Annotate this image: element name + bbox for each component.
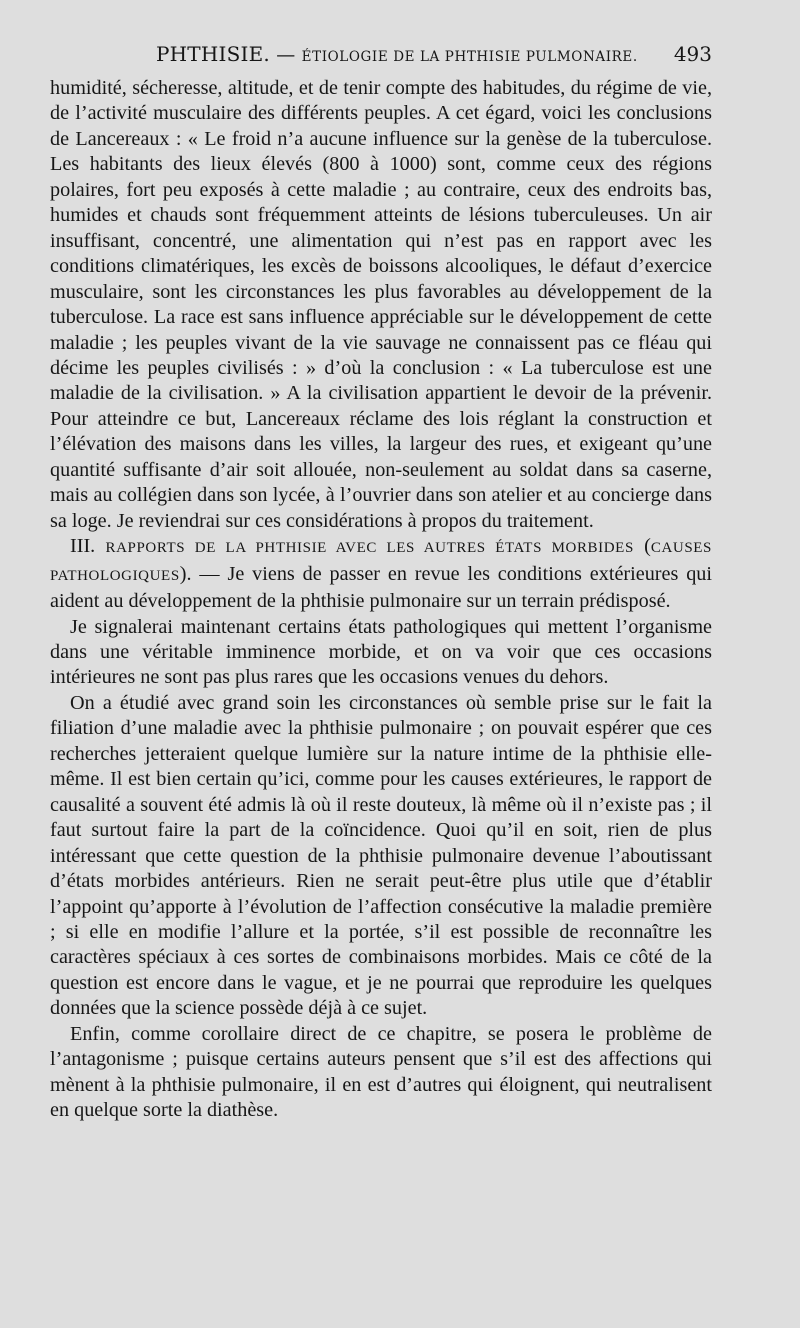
section-iii-paragraph (50, 534, 712, 614)
chapter-title: PHTHISIE. (156, 42, 270, 66)
section-intro-text: Je viens de passer en revue les conditions extérieures qui aident au développement de la phthisie pulmonaire sur un terrain prédisposé. (50, 562, 712, 613)
page-header (50, 42, 712, 72)
heading-paren-open: ( (633, 535, 651, 558)
section-subheading: CAUSES PATHOLOGIQUES (50, 540, 712, 584)
page-body (50, 76, 712, 1124)
paragraph: Je signalerai maintenant certains états pathologiques qui mettent l’organisme dans une véritable imminence morbide, et on va voir que ces occasions intérieures ne sont pas plus rares que les occasions venues du dehors. (50, 615, 712, 689)
heading-paren-close: ). — (179, 562, 228, 585)
section-numeral: III. (70, 535, 96, 558)
section-heading: RAPPORTS DE LA PHTHISIE AVEC LES AUTRES ÉTATS MORBIDES (105, 540, 634, 557)
header-dash: — (269, 44, 302, 66)
paragraph-continued: humidité, sécheresse, altitude, et de tenir compte des habitudes, du régime de vie, de l’activité musculaire des différents peuples. A cet égard, voici les conclusions de Lancereaux : « Le froid n’a aucune influence sur la genèse de la tuberculose. Les habitants des lieux élevés (800 à 1000) sont, comme ceux des régions polaires, fort peu exposés à cette maladie ; au contraire, ceux des endroits bas, humides et chauds sont fréquemment atteints de lésions tuberculeuses. Un air insuffisant, concentré, une alimentation qui n’est pas en rapport avec les conditions climatériques, les excès de boissons alcooliques, le défaut d’exercice musculaire, sont les circonstances les plus favorables au développement de la tuberculose. La race est sans influence appréciable sur le développement de cette maladie ; les peuples vivant de la vie sauvage ne connaissent pas ce fléau qui décime les peuples civilisés : » d’où la conclusion : « La tuberculose est une maladie de la civilisation. » A la civilisation appartient le devoir de la prévenir. Pour atteindre ce but, Lancereaux réclame des lois réglant la construction et l’élévation des maisons dans les villes, la largeur des rues, et exigeant qu’une quantité suffisante d’air soit allouée, non-seulement au soldat dans sa caserne, mais au collégien dans son lycée, à l’ouvrier dans son atelier et au concierge dans sa loge. Je reviendrai sur ces considérations à propos du traitement. (50, 77, 712, 532)
paragraph: On a étudié avec grand soin les circonstances où semble prise sur le fait la filiation d’une maladie avec la phthisie pulmonaire ; on pouvait espérer que ces recherches jetteraient quelque lumière sur la nature intime de la phthisie elle-même. Il est bien certain qu’ici, comme pour les causes extérieures, le rapport de causalité a souvent été admis là où il reste douteux, là même où il n’existe pas ; il faut surtout faire la part de la coïncidence. Quoi qu’il en soit, rien de plus intéressant que cette question de la phthisie pulmonaire devenue l’aboutissant d’états morbides antérieurs. Rien ne serait peut-être plus utile que d’établir l’appoint qu’apporte à l’évolution de l’affection consécutive la maladie première ; si elle en modifie l’allure et la portée, s’il est possible de reconnaître les caractères spéciaux à ces sortes de combinaisons morbides. Mais ce côté de la question est encore dans le vague, et je ne pourrai que reproduire les quelques données que la science possède déjà à ce sujet. (50, 691, 712, 1020)
page-number: 493 (673, 42, 712, 66)
section-title: ÉTIOLOGIE DE LA PHTHISIE PULMONAIRE. (301, 49, 638, 65)
paragraph: Enfin, comme corollaire direct de ce chapitre, se posera le problème de l’antagonisme ; puisque certains auteurs pensent que s’il est des affections qui mènent à la phthisie pulmonaire, il en est d’autres qui éloignent, qui neutralisent en quelque sorte la diathèse. (50, 1022, 712, 1122)
running-head (156, 42, 638, 66)
